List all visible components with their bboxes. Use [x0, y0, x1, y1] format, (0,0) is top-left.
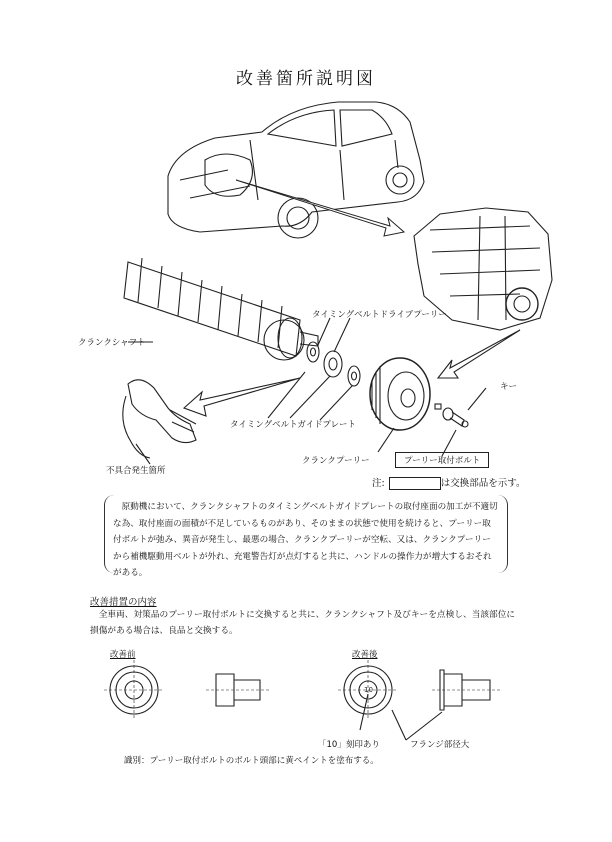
- drive-pulley-label: タイミングベルトドライブプーリー: [312, 310, 447, 320]
- note-suffix: は交換部品を示す。: [440, 478, 526, 489]
- defect-site-label: 不具合発生箇所: [106, 466, 166, 476]
- legend-note: [372, 475, 525, 490]
- flange-label: フランジ部径大: [410, 740, 470, 750]
- car-drawing: [168, 102, 424, 238]
- guide-plate-label: タイミングベルトガイドプレート: [230, 420, 357, 430]
- after-label: 改善後: [352, 650, 378, 660]
- defect-description: 原動機において、クランクシャフトのタイミングベルトガイドプレートの取付座面の加工が不適切な為、取付座面の面積が不足しているものがあり、そのままの状態で使用を続けると、プーリー取付ボルトが弛み、異音が発生し、最悪の場合、クランクプーリーが空転、又は、クランクプーリーから補機駆動用ベルトが外れ、充電警告灯が点灯すると共に、ハンドルの操作力が増大するおそれがある。: [104, 495, 508, 573]
- pulley-parts: [307, 342, 468, 430]
- crankshaft-drawing: [124, 258, 318, 358]
- stamp-label: 「10」刻印あり: [318, 740, 380, 750]
- stamp-mark: 10: [364, 686, 373, 694]
- page-title: 改善箇所説明図: [236, 69, 376, 89]
- bolt-label-box: プーリー取付ボルト: [395, 452, 489, 468]
- bolt-before-drawing: [104, 660, 270, 720]
- identification-note: 識別：プーリー取付ボルトのボルト頭部に黄ペイントを塗布する。: [124, 756, 379, 766]
- crank-pulley-label: クランクプーリー: [302, 456, 370, 466]
- improvement-body: 全車両、対策品のプーリー取付ボルトに交換すると共に、クランクシャフト及びキーを点検し、当該部位に損傷がある場合は、良品と交換する。: [90, 610, 516, 636]
- note-prefix: 注:: [372, 478, 385, 489]
- key-label: キー: [500, 382, 518, 392]
- improvement-heading: 改善措置の内容: [90, 597, 157, 608]
- bolt-after-drawing: [338, 660, 500, 740]
- crankshaft-label: クランクシャフト: [78, 338, 146, 348]
- replacement-swatch: [389, 477, 441, 490]
- before-label: 改善前: [110, 650, 136, 660]
- defect-site-drawing: [123, 380, 196, 458]
